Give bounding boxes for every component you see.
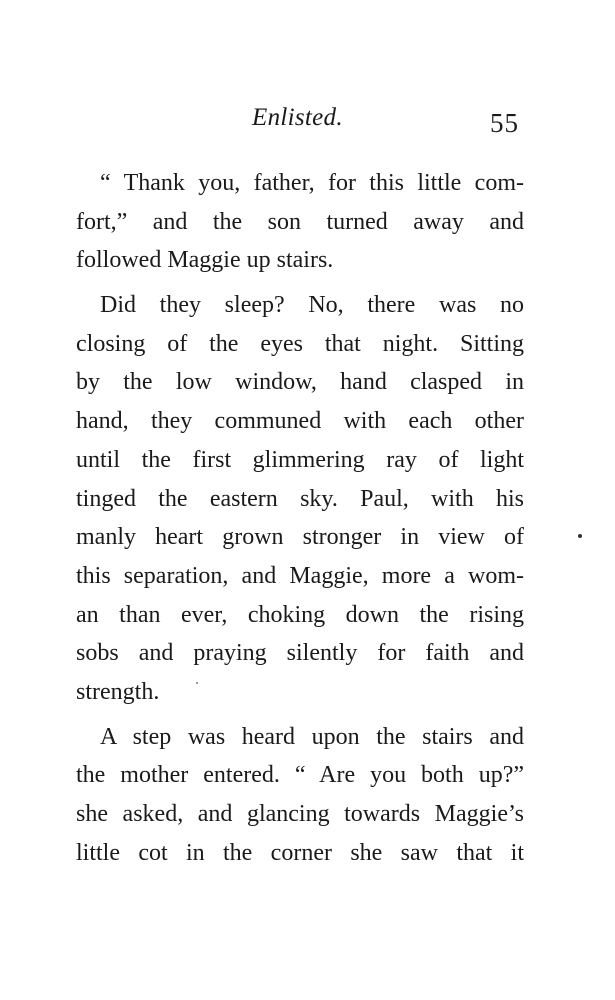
text-line: the mother entered. “ Are you both up?” bbox=[76, 762, 524, 789]
text-line: by the low window, hand clasped in bbox=[76, 369, 524, 396]
text-line: until the first glimmering ray of light bbox=[76, 446, 524, 473]
text-line: manly heart grown stronger in view of bbox=[76, 524, 524, 551]
text-line: this separation, and Maggie, more a wom- bbox=[76, 562, 524, 589]
running-title: Enlisted. bbox=[252, 104, 343, 131]
text-line: fort,” and the son turned away and bbox=[76, 208, 524, 235]
ink-speck bbox=[196, 682, 198, 684]
page-number: 55 bbox=[490, 108, 519, 138]
text-line: followed Maggie up stairs. bbox=[76, 247, 334, 274]
text-line: strength. bbox=[76, 678, 160, 705]
body-text bbox=[76, 164, 524, 872]
ink-speck bbox=[578, 534, 582, 538]
text-line: “ Thank you, father, for this little com- bbox=[100, 170, 524, 196]
text-line: an than ever, choking down the rising bbox=[76, 601, 524, 628]
running-header bbox=[0, 104, 615, 144]
text-line: closing of the eyes that night. Sitting bbox=[76, 330, 524, 357]
text-line: A step was heard upon the stairs and bbox=[100, 723, 524, 750]
text-line: hand, they communed with each other bbox=[76, 408, 524, 435]
text-line: she asked, and glancing towards Maggie’s bbox=[76, 801, 524, 827]
text-line: tinged the eastern sky. Paul, with his bbox=[76, 485, 524, 512]
text-line: little cot in the corner she saw that it bbox=[76, 839, 524, 866]
text-line: Did they sleep? No, there was no bbox=[100, 292, 524, 319]
text-line: sobs and praying silently for faith and bbox=[76, 640, 524, 667]
